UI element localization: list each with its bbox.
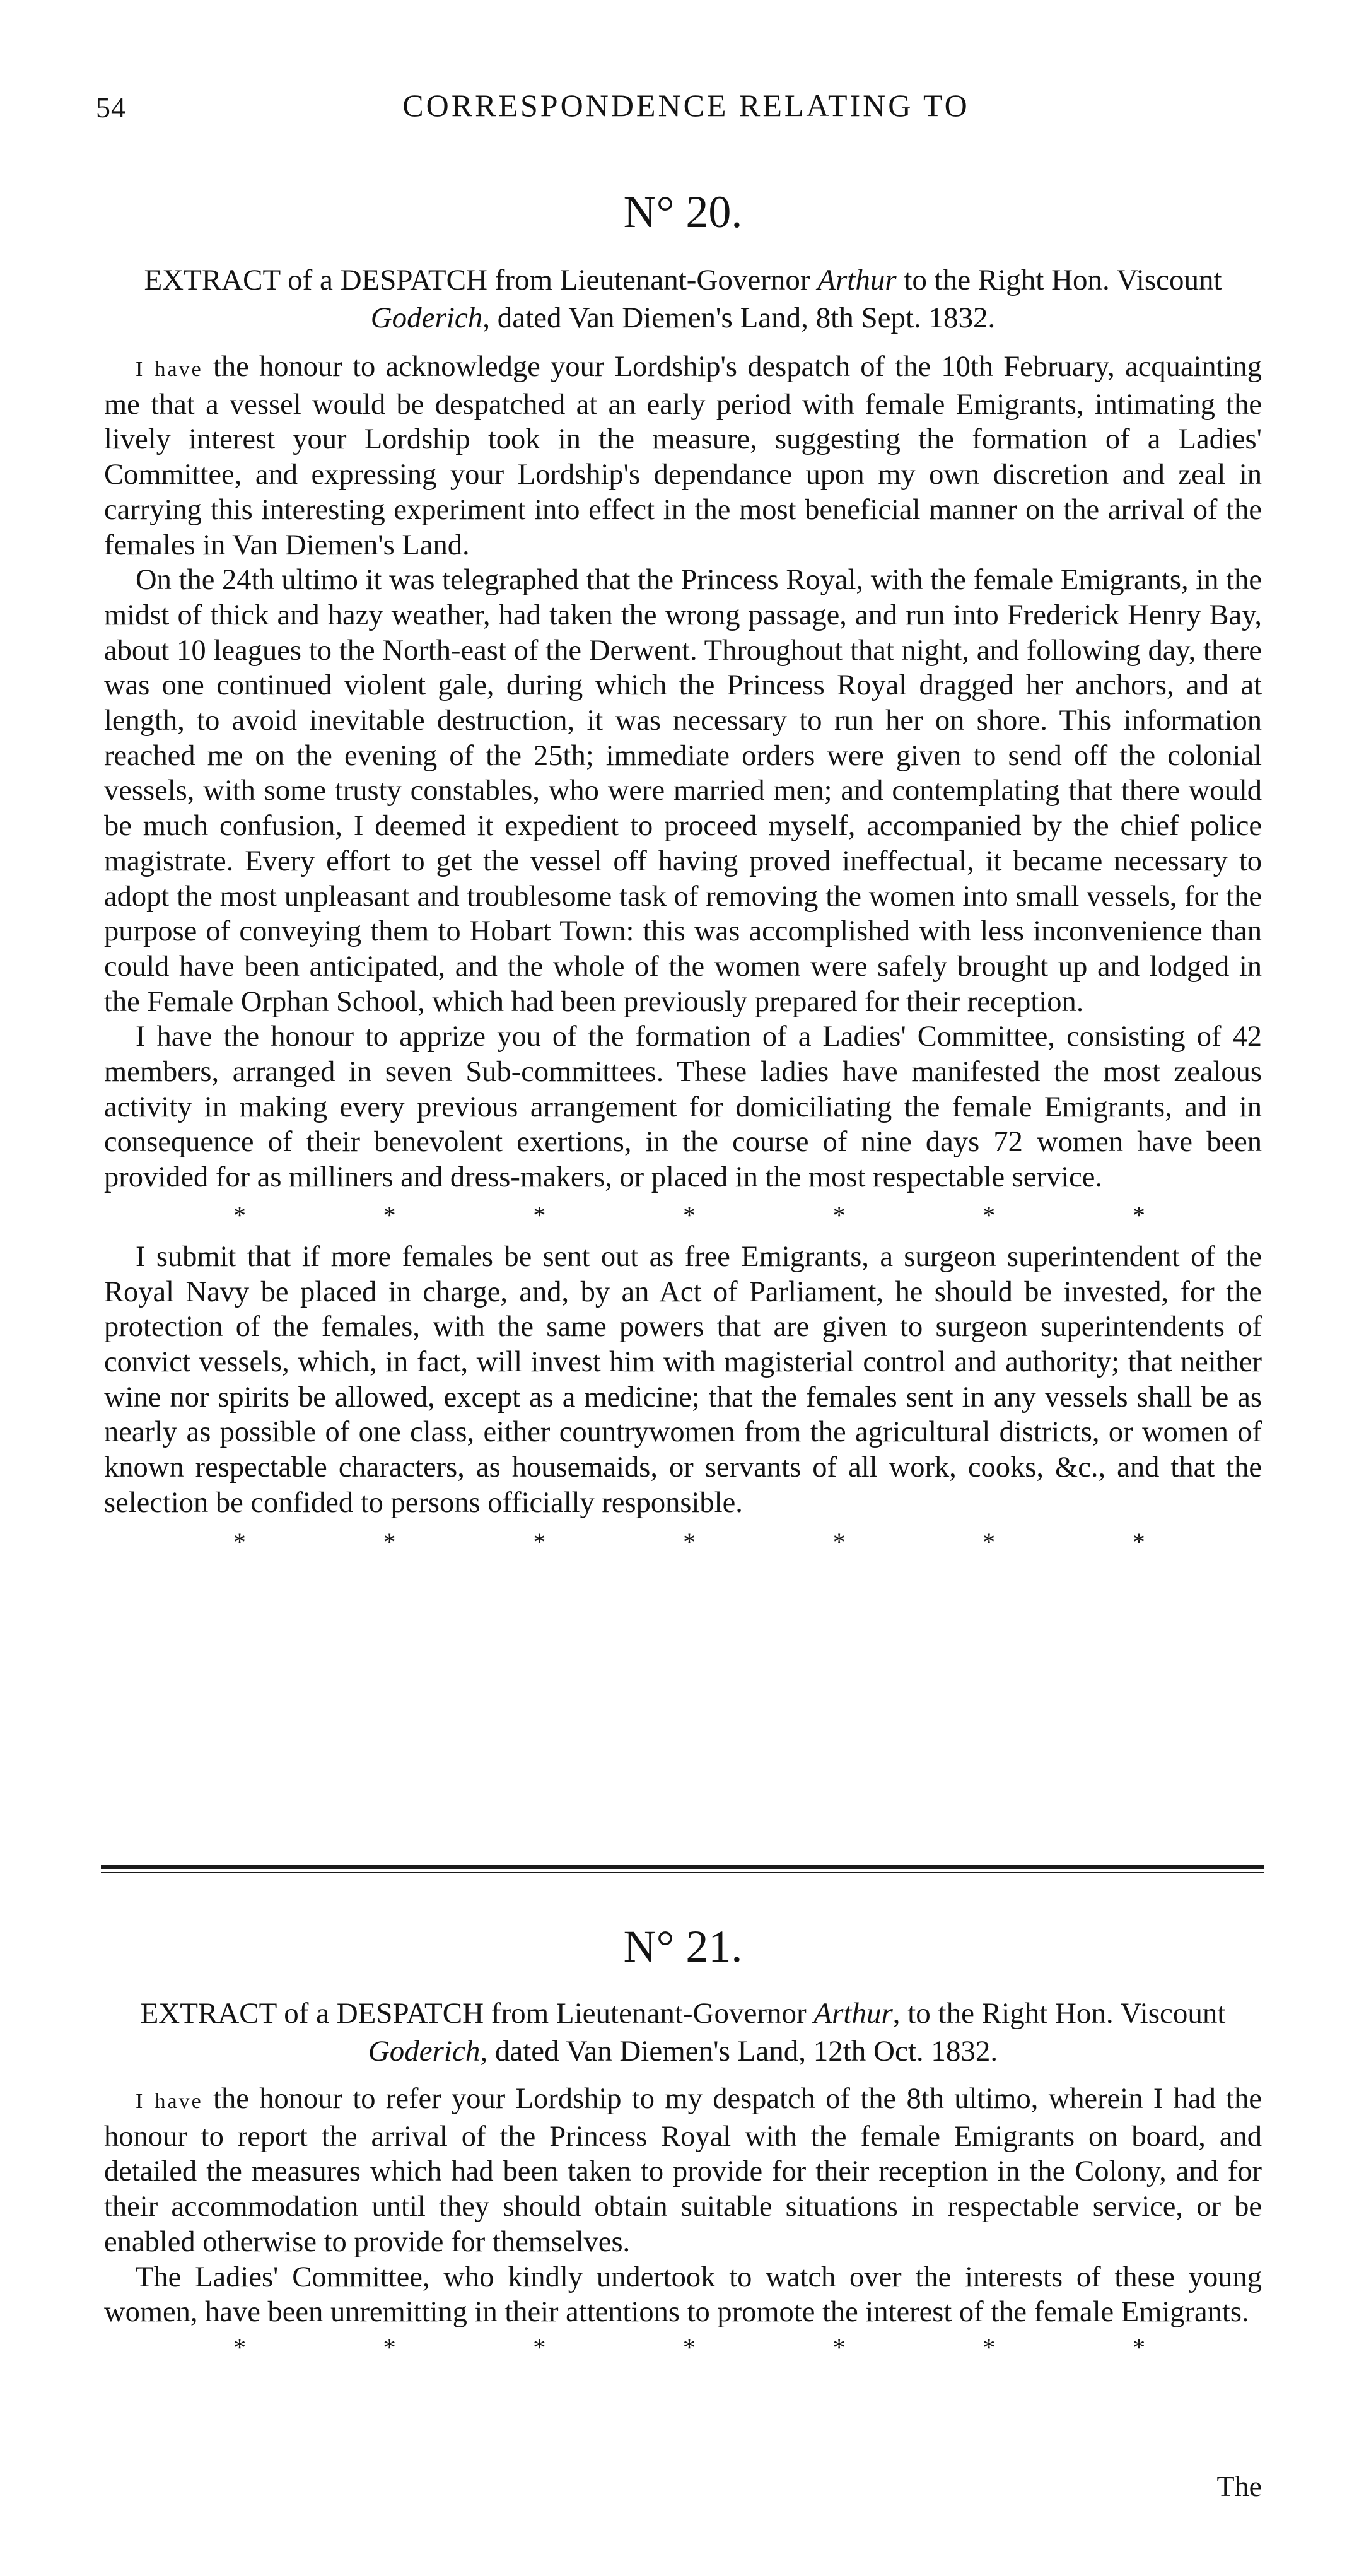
star: * — [383, 2333, 396, 2362]
star: * — [983, 1201, 996, 1230]
heading-text: , dated Van Diemen's Land, 8th Sept. 1832. — [482, 302, 996, 334]
paragraph: The Ladies' Committee, who kindly undertook to watch over the interests of these young women, have been unremitting in their attentions to promote the interest of the female Emigrants. — [104, 2261, 1262, 2329]
small-caps-lead: I have — [136, 2090, 203, 2113]
star: * — [233, 2333, 246, 2362]
running-title: CORRESPONDENCE RELATING TO — [402, 88, 970, 123]
despatch-20 — [104, 189, 1262, 1559]
catchword: The — [1216, 2470, 1262, 2502]
ellipsis-stars — [104, 2331, 1262, 2364]
heading-text: EXTRACT of a DESPATCH from Lieutenant-Governor — [140, 1997, 814, 2030]
star: * — [832, 1201, 846, 1230]
heading-text: EXTRACT of a DESPATCH from Lieutenant-Governor — [144, 264, 818, 296]
star: * — [533, 1528, 546, 1556]
star: * — [533, 1201, 546, 1230]
heading-name: Arthur — [817, 264, 897, 296]
heading-text: to the Right Hon. Viscount — [896, 264, 1222, 296]
star: * — [832, 1528, 846, 1556]
star: * — [533, 2333, 546, 2362]
document-number: N° 20. — [623, 187, 743, 237]
paragraph: I submit that if more females be sent out as free Emigrants, a surgeon superintendent of the Royal Navy be placed in charge, and, by an Act of Parliament, he should be invested, for the protection of the females, with the same powers that are given to surgeon superintendents of convict vessels, which, in fact, will invest him with magisterial control and authority; that neither wine nor spirits be allowed, except as a medicine; that the females sent in any vessels shall be as nearly as possible of one class, either countrywomen from the agricultural districts, or women of known respectable characters, as housemaids, or servants of all work, cooks, &c., and that the selection be confided to persons officially responsible. — [104, 1240, 1262, 1519]
section-divider — [101, 1865, 1264, 1869]
heading-text: , to the Right Hon. Viscount — [892, 1997, 1226, 2030]
star: * — [1132, 1528, 1145, 1556]
star: * — [383, 1201, 396, 1230]
star: * — [682, 1528, 696, 1556]
section-divider — [101, 1872, 1264, 1873]
document-number: N° 21. — [623, 1921, 743, 1972]
paragraph — [104, 349, 1262, 563]
despatch-heading — [104, 261, 1262, 337]
star: * — [1132, 1201, 1145, 1230]
ellipsis-stars — [104, 1199, 1262, 1232]
paragraph — [104, 2081, 1262, 2260]
star: * — [233, 1528, 246, 1556]
page-number: 54 — [96, 91, 126, 124]
star: * — [832, 2333, 846, 2362]
star: * — [682, 1201, 696, 1230]
paragraph-text: the honour to refer your Lordship to my despatch of the 8th ultimo, wherein I had the honour to report the arrival of the Princess Royal with the female Emigrants on board, and detailed the measures which had been taken to provide for their reception in the Colony, and for their accommodation until they should obtain suitable situations in respectable service, or be enabled otherwise to provide for themselves. — [104, 2083, 1262, 2258]
heading-name: Arthur — [813, 1997, 893, 2030]
running-head — [0, 87, 1347, 125]
star: * — [682, 2333, 696, 2362]
paragraph: I have the honour to apprize you of the formation of a Ladies' Committee, consisting of 42 members, arranged in seven Sub-committees. These ladies have manifested the most zealous activity in making every previous arrangement for domiciliating the female Emigrants, and in consequence of their benevolent exertions, in the course of nine days 72 women have been provided for as milliners and dress-makers, or placed in the most respectable service. — [104, 1021, 1262, 1194]
heading-text: , dated Van Diemen's Land, 12th Oct. 1832. — [480, 2035, 998, 2068]
star: * — [983, 1528, 996, 1556]
despatch-heading — [104, 1994, 1262, 2070]
despatch-21 — [104, 1921, 1262, 2364]
star: * — [983, 2333, 996, 2362]
ellipsis-stars — [104, 1526, 1262, 1559]
star: * — [383, 1528, 396, 1556]
star: * — [1132, 2333, 1145, 2362]
heading-name: Goderich — [370, 302, 483, 334]
paragraph: On the 24th ultimo it was telegraphed that the Princess Royal, with the female Emigrants, in the midst of thick and hazy weather, had taken the wrong passage, and run into Frederick Henry Bay, about 10 leagues to the North-east of the Derwent. Throughout that night, and following day, there was one continued violent gale, during which the Princess Royal dragged her anchors, and at length, to avoid inevitable destruction, it was necessary to run her on shore. This information reached me on the evening of the 25th; immediate orders were given to send off the colonial vessels, with some trusty constables, who were married men; and contemplating that there would be much confusion, I deemed it expedient to proceed myself, accompanied by the chief police magistrate. Every effort to get the vessel off having proved ineffectual, it became necessary to adopt the most unpleasant and troublesome task of removing the women into small vessels, for the purpose of conveying them to Hobart Town: this was accomplished with less inconvenience than could have been anticipated, and the whole of the women were safely brought up and lodged in the Female Orphan School, which had been previously prepared for their reception. — [104, 564, 1262, 1018]
paragraph-text: the honour to acknowledge your Lordship's despatch of the 10th February, acquainting me that a vessel would be despatched at an early period with female Emigrants, intimating the lively interest your Lordship took in the measure, suggesting the formation of a Ladies' Committee, and expressing your Lordship's dependance upon my own discretion and zeal in carrying this interesting experiment into effect in the most beneficial manner on the arrival of the females in Van Diemen's Land. — [104, 351, 1262, 561]
heading-name: Goderich — [368, 2035, 481, 2068]
star: * — [233, 1201, 246, 1230]
small-caps-lead: I have — [136, 358, 203, 381]
